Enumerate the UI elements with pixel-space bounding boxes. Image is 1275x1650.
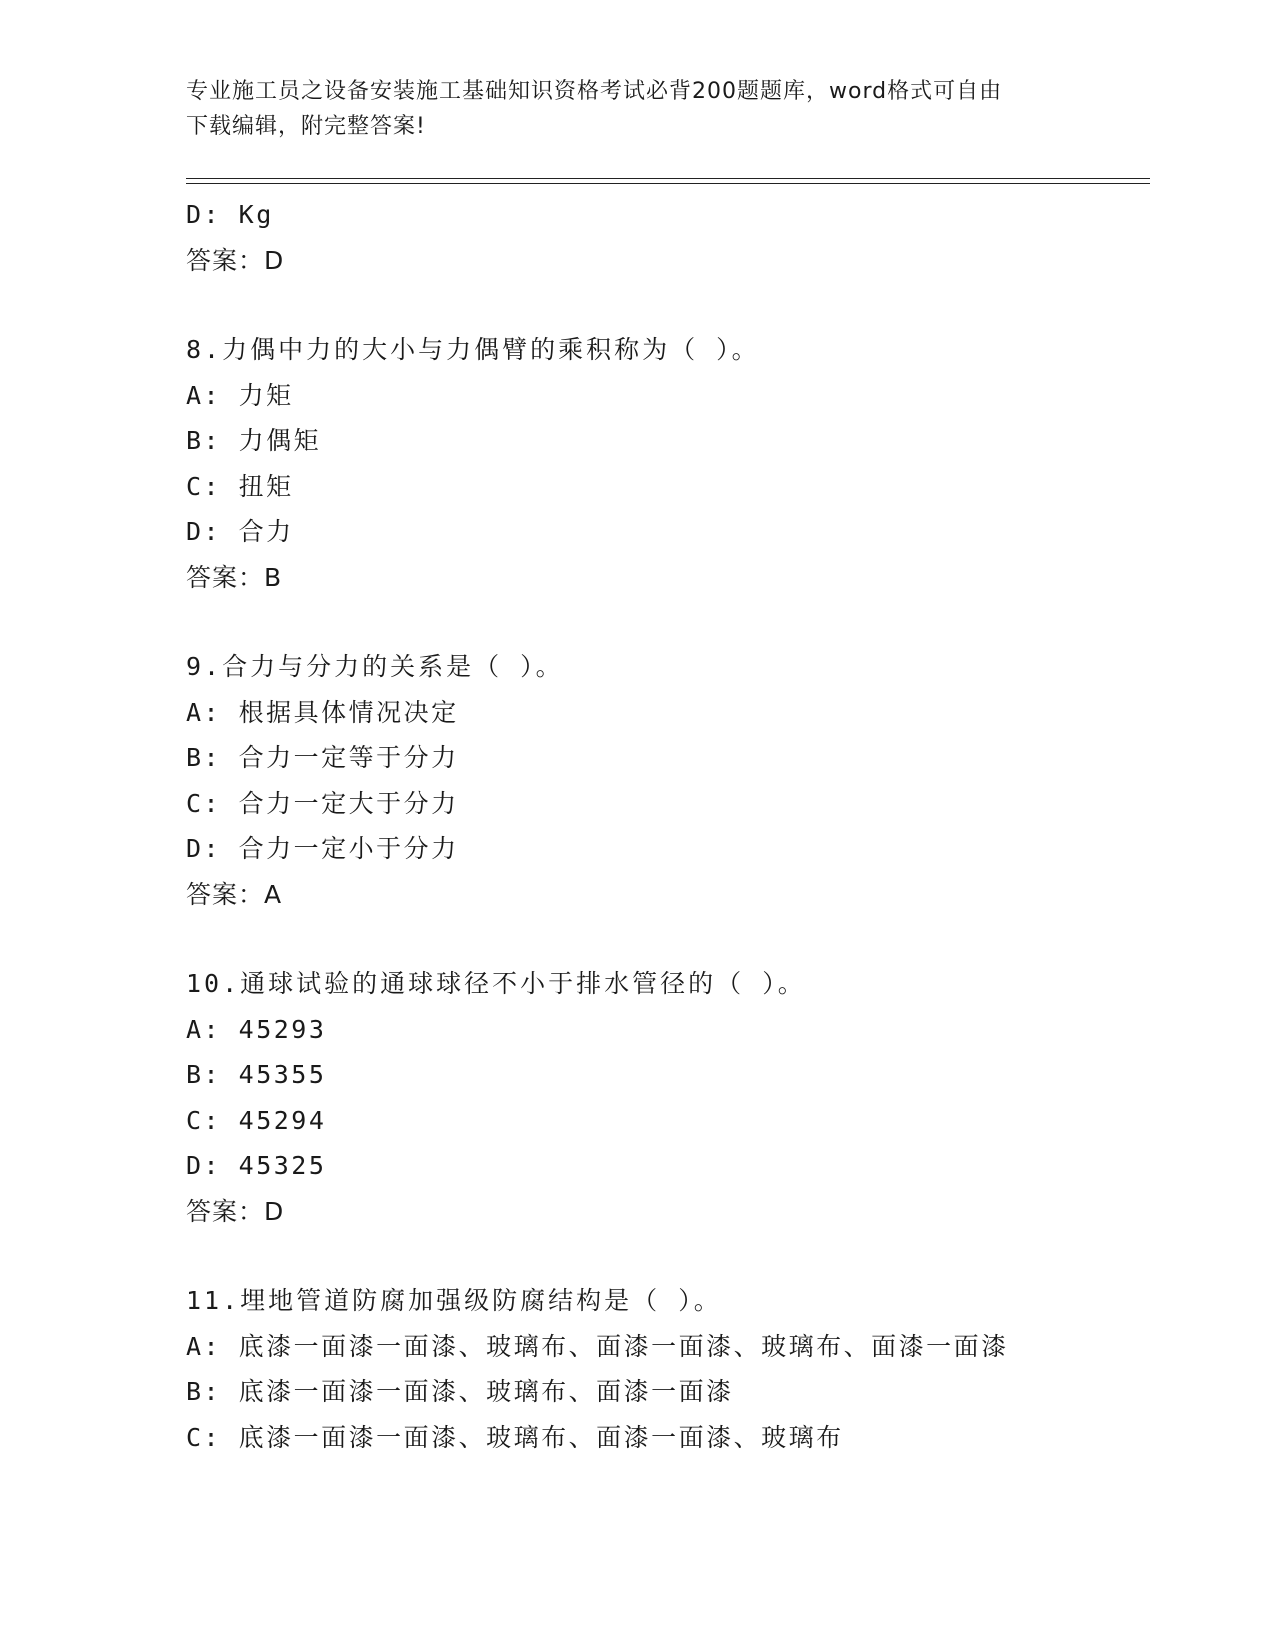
option-c: C: 45294 [186,1105,327,1135]
option-c: C: 合力一定大于分力 [186,788,459,818]
question-carryover [186,192,1150,283]
answer: 答案：D [186,245,285,275]
header-divider-top [186,178,1150,179]
option-d: D: 合力一定小于分力 [186,834,459,863]
option-d: D: 45325 [186,1151,327,1180]
option-d: D: 合力 [186,517,294,546]
question-9 [186,644,1150,917]
question-10 [186,961,1150,1234]
spacer [186,1234,1150,1278]
answer: 答案：D [186,1196,285,1226]
header-divider-bottom [186,183,1150,184]
question-11 [186,1278,1150,1460]
option-b: B: 力偶矩 [186,426,322,455]
question-stem: 9.合力与分力的关系是（ ）。 [186,652,564,681]
option-b: B: 底漆一面漆一面漆、玻璃布、面漆一面漆 [186,1377,734,1406]
option-c: C: 扭矩 [186,471,294,501]
header-title-line-2: 下载编辑，附完整答案! [186,114,426,139]
spacer [186,917,1150,961]
question-stem: 11.埋地管道防腐加强级防腐结构是（ ）。 [186,1286,722,1315]
option-b: B: 45355 [186,1060,327,1089]
option-c: C: 底漆一面漆一面漆、玻璃布、面漆一面漆、玻璃布 [186,1422,844,1452]
option-a: A: 45293 [186,1014,327,1044]
question-stem: 10.通球试验的通球球径不小于排水管径的（ ）。 [186,969,806,998]
header-title-line-1: 专业施工员之设备安装施工基础知识资格考试必背200题题库，word格式可自由 [186,79,1003,104]
spacer [186,600,1150,644]
option-a: A: 底漆一面漆一面漆、玻璃布、面漆一面漆、玻璃布、面漆一面漆 [186,1331,1009,1361]
question-stem: 8.力偶中力的大小与力偶臂的乘积称为（ ）。 [186,335,760,364]
answer: 答案：B [186,562,283,592]
option-b: B: 合力一定等于分力 [186,743,459,772]
spacer [186,283,1150,327]
question-8 [186,327,1150,600]
option-a: A: 根据具体情况决定 [186,697,459,727]
document-header [186,74,1066,144]
document-body [186,192,1150,1460]
option-d: D: Kg [186,200,274,229]
option-a: A: 力矩 [186,380,294,410]
answer: 答案：A [186,879,283,909]
